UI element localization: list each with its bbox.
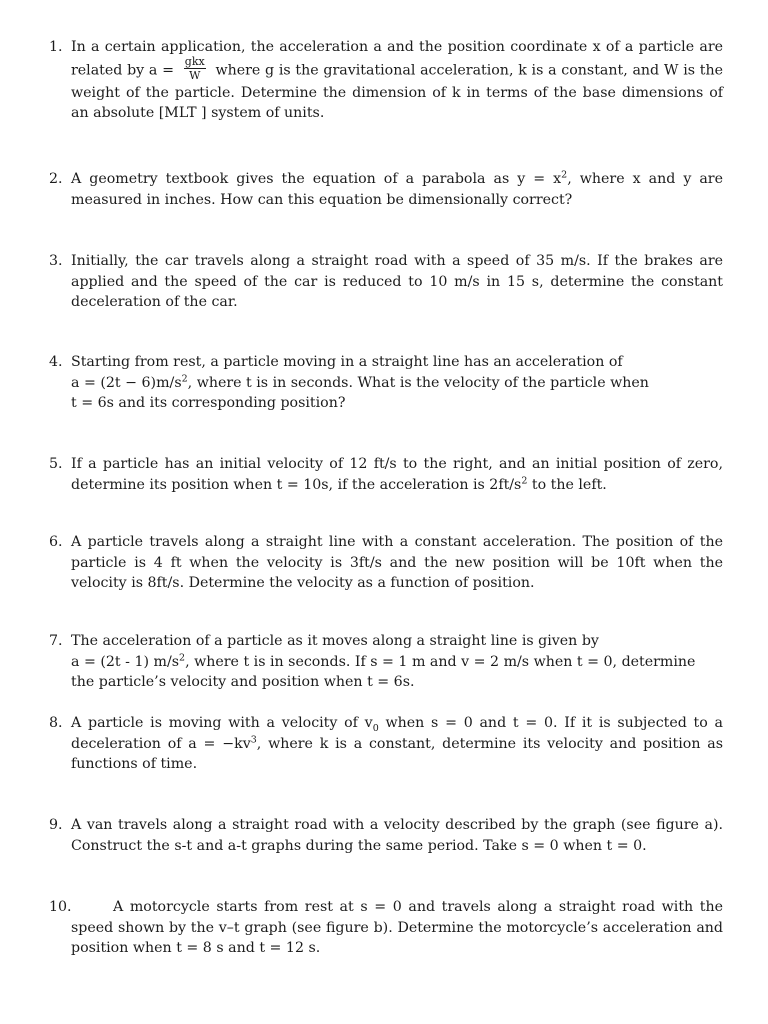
problem-7 [49,631,723,693]
problem-text: In a certain application, the acceleration a and the position coordinate x of a particle are related by a = $\frac{\text{gkx}}{W}$ where g is the gravitational acceleration, k is a constant, and W is the weight of the particle. Determine the dimension of k in terms of the base dimensions of an absolute [MLT ] system of units. [71,39,723,121]
problem-10 [49,897,723,959]
problem-number: 9. [49,817,63,833]
problem-number: 1. [49,39,63,55]
problem-text: A motorcycle starts from rest at s = 0 and travels along a straight road with the speed shown by the v–t graph (see figure b). Determine the motorcycle’s acceleration and position when t = 8 s and t = 12 s. [71,899,723,956]
problem-number: 4. [49,354,63,370]
problem-number: 6. [49,534,63,550]
problem-number: 5. [49,456,63,472]
problem-number: 8. [49,715,63,731]
problem-number: 2. [49,171,63,187]
problem-9 [49,815,723,856]
problem-6 [49,532,723,594]
problem-4 [49,352,723,414]
fraction: $\frac{\text{gkx}}{W}$ [184,54,205,82]
problem-8 [49,713,723,775]
problem-text: Initially, the car travels along a straight road with a speed of 35 m/s. If the brakes are applied and the speed of the car is reduced to 10 m/s in 15 s, determine the constant deceleration of the car. [71,253,723,310]
problem-text: Starting from rest, a particle moving in a straight line has an acceleration of $a = (2t - 6)m/s^2$, where t is in seconds. What is the velocity of the particle when t = 6s and its corresponding position? [71,354,649,411]
problem-text: The acceleration of a particle as it moves along a straight line is given by a = (2t - 1) $m/s^2$, where t is in seconds. If s = 1 m and v = 2 m/s when t = 0, determine the particle’s velocity and position when t = 6s. [71,633,696,690]
problem-text: A geometry textbook gives the equation of a parabola as $y = x^2$, where x and y are measured in inches. How can this equation be dimensionally correct? [71,169,723,208]
problem-text: A particle is moving with a velocity of $v_0$ when s = 0 and t = 0. If it is subjected to a deceleration of $a = -kv^3$, where k is a constant, determine its velocity and position as functions of time. [71,715,724,772]
problem-text: A particle travels along a straight line with a constant acceleration. The position of the particle is 4 ft when the velocity is 3ft/s and the new position will be 10ft when the velocity is 8ft/s. Determine the velocity as a function of position. [71,534,723,591]
problem-3 [49,251,723,313]
problem-text: A van travels along a straight road with a velocity described by the graph (see figure a). Construct the s-t and a-t graphs during the same period. Take s = 0 when t = 0. [71,817,723,854]
problem-number: 7. [49,633,63,649]
problem-5 [49,454,723,495]
problem-text: If a particle has an initial velocity of 12 ft/s to the right, and an initial position of zero, determine its position when t = 10s, if the acceleration is $2ft/s^2$ to the left. [71,456,723,493]
problem-1 [49,37,723,124]
problem-2 [49,169,723,210]
problem-number: 3. [49,253,63,269]
problem-number: 10. [49,899,72,915]
